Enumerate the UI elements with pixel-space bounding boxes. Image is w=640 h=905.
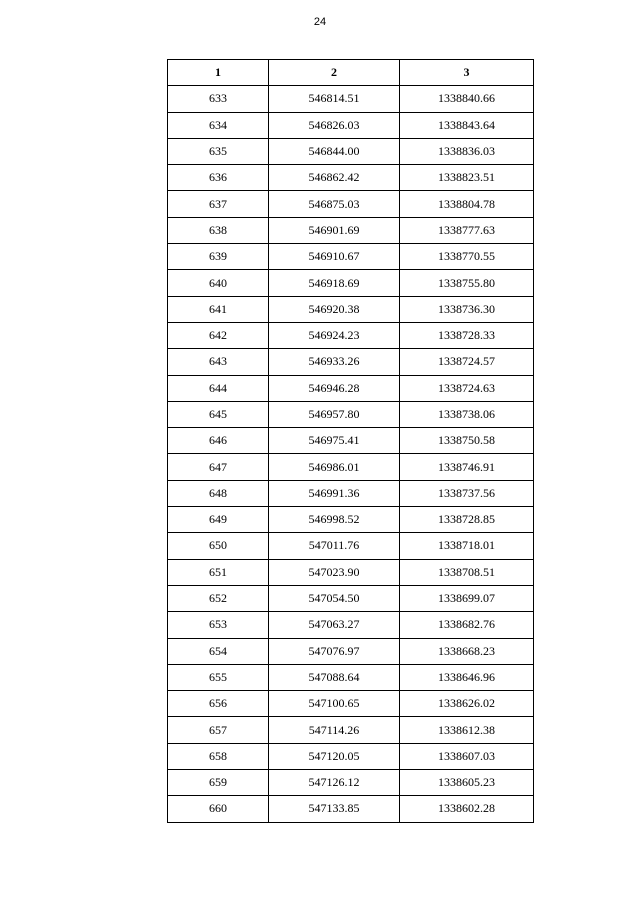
- table-row: [168, 717, 534, 743]
- cell-y-coordinate: 1338843.64: [400, 112, 534, 138]
- cell-y-coordinate: 1338602.28: [400, 796, 534, 822]
- cell-point-number: 658: [168, 743, 269, 769]
- table-row: [168, 664, 534, 690]
- cell-point-number: 651: [168, 559, 269, 585]
- table-row: [168, 191, 534, 217]
- cell-x-coordinate: 546814.51: [269, 86, 400, 112]
- cell-point-number: 636: [168, 165, 269, 191]
- cell-y-coordinate: 1338699.07: [400, 585, 534, 611]
- cell-x-coordinate: 546920.38: [269, 296, 400, 322]
- cell-x-coordinate: 547063.27: [269, 612, 400, 638]
- cell-point-number: 639: [168, 244, 269, 270]
- table-row: [168, 270, 534, 296]
- table-row: [168, 244, 534, 270]
- cell-y-coordinate: 1338755.80: [400, 270, 534, 296]
- cell-point-number: 650: [168, 533, 269, 559]
- cell-y-coordinate: 1338724.57: [400, 349, 534, 375]
- table-header-row: [168, 60, 534, 86]
- cell-y-coordinate: 1338728.85: [400, 507, 534, 533]
- cell-y-coordinate: 1338605.23: [400, 770, 534, 796]
- table-row: [168, 165, 534, 191]
- cell-point-number: 644: [168, 375, 269, 401]
- cell-x-coordinate: 546986.01: [269, 454, 400, 480]
- cell-y-coordinate: 1338750.58: [400, 428, 534, 454]
- table-row: [168, 217, 534, 243]
- cell-x-coordinate: 546910.67: [269, 244, 400, 270]
- table-row: [168, 743, 534, 769]
- table-row: [168, 401, 534, 427]
- cell-x-coordinate: 547023.90: [269, 559, 400, 585]
- cell-point-number: 649: [168, 507, 269, 533]
- table-row: [168, 796, 534, 822]
- table-row: [168, 375, 534, 401]
- table-row: [168, 480, 534, 506]
- cell-x-coordinate: 547088.64: [269, 664, 400, 690]
- cell-y-coordinate: 1338777.63: [400, 217, 534, 243]
- cell-point-number: 659: [168, 770, 269, 796]
- table-row: [168, 559, 534, 585]
- cell-point-number: 646: [168, 428, 269, 454]
- cell-y-coordinate: 1338708.51: [400, 559, 534, 585]
- table-row: [168, 428, 534, 454]
- cell-point-number: 652: [168, 585, 269, 611]
- cell-x-coordinate: 546946.28: [269, 375, 400, 401]
- table-row: [168, 322, 534, 348]
- cell-x-coordinate: 547120.05: [269, 743, 400, 769]
- table-row: [168, 770, 534, 796]
- table-row: [168, 638, 534, 664]
- cell-x-coordinate: 546875.03: [269, 191, 400, 217]
- cell-y-coordinate: 1338836.03: [400, 138, 534, 164]
- column-header-1: 1: [168, 60, 269, 86]
- cell-x-coordinate: 546975.41: [269, 428, 400, 454]
- cell-y-coordinate: 1338823.51: [400, 165, 534, 191]
- table-row: [168, 585, 534, 611]
- cell-y-coordinate: 1338738.06: [400, 401, 534, 427]
- table-row: [168, 533, 534, 559]
- cell-y-coordinate: 1338804.78: [400, 191, 534, 217]
- cell-point-number: 633: [168, 86, 269, 112]
- cell-x-coordinate: 546918.69: [269, 270, 400, 296]
- cell-x-coordinate: 546998.52: [269, 507, 400, 533]
- cell-point-number: 634: [168, 112, 269, 138]
- cell-y-coordinate: 1338682.76: [400, 612, 534, 638]
- cell-x-coordinate: 547100.65: [269, 691, 400, 717]
- page-number: 24: [313, 16, 327, 28]
- cell-y-coordinate: 1338668.23: [400, 638, 534, 664]
- cell-point-number: 656: [168, 691, 269, 717]
- coordinates-table: [167, 59, 534, 823]
- cell-point-number: 653: [168, 612, 269, 638]
- table-row: [168, 138, 534, 164]
- cell-y-coordinate: 1338746.91: [400, 454, 534, 480]
- table-row: [168, 454, 534, 480]
- cell-point-number: 647: [168, 454, 269, 480]
- cell-point-number: 660: [168, 796, 269, 822]
- cell-x-coordinate: 547126.12: [269, 770, 400, 796]
- cell-point-number: 638: [168, 217, 269, 243]
- cell-x-coordinate: 547114.26: [269, 717, 400, 743]
- cell-x-coordinate: 546924.23: [269, 322, 400, 348]
- cell-y-coordinate: 1338724.63: [400, 375, 534, 401]
- table-row: [168, 86, 534, 112]
- cell-y-coordinate: 1338736.30: [400, 296, 534, 322]
- cell-point-number: 657: [168, 717, 269, 743]
- cell-y-coordinate: 1338737.56: [400, 480, 534, 506]
- cell-y-coordinate: 1338728.33: [400, 322, 534, 348]
- cell-point-number: 635: [168, 138, 269, 164]
- table-row: [168, 691, 534, 717]
- cell-y-coordinate: 1338840.66: [400, 86, 534, 112]
- cell-x-coordinate: 546844.00: [269, 138, 400, 164]
- table-row: [168, 112, 534, 138]
- cell-point-number: 648: [168, 480, 269, 506]
- cell-y-coordinate: 1338646.96: [400, 664, 534, 690]
- cell-point-number: 641: [168, 296, 269, 322]
- cell-x-coordinate: 547011.76: [269, 533, 400, 559]
- table-body: [168, 86, 534, 822]
- cell-y-coordinate: 1338607.03: [400, 743, 534, 769]
- cell-y-coordinate: 1338626.02: [400, 691, 534, 717]
- cell-x-coordinate: 546991.36: [269, 480, 400, 506]
- table-row: [168, 612, 534, 638]
- cell-point-number: 643: [168, 349, 269, 375]
- cell-point-number: 637: [168, 191, 269, 217]
- cell-y-coordinate: 1338718.01: [400, 533, 534, 559]
- cell-x-coordinate: 546933.26: [269, 349, 400, 375]
- cell-x-coordinate: 547054.50: [269, 585, 400, 611]
- cell-y-coordinate: 1338612.38: [400, 717, 534, 743]
- table-row: [168, 507, 534, 533]
- table-row: [168, 296, 534, 322]
- cell-x-coordinate: 547133.85: [269, 796, 400, 822]
- cell-y-coordinate: 1338770.55: [400, 244, 534, 270]
- cell-x-coordinate: 546957.80: [269, 401, 400, 427]
- cell-point-number: 640: [168, 270, 269, 296]
- cell-x-coordinate: 546862.42: [269, 165, 400, 191]
- column-header-3: 3: [400, 60, 534, 86]
- cell-point-number: 642: [168, 322, 269, 348]
- cell-point-number: 654: [168, 638, 269, 664]
- cell-point-number: 645: [168, 401, 269, 427]
- cell-x-coordinate: 547076.97: [269, 638, 400, 664]
- table-row: [168, 349, 534, 375]
- cell-x-coordinate: 546901.69: [269, 217, 400, 243]
- cell-point-number: 655: [168, 664, 269, 690]
- column-header-2: 2: [269, 60, 400, 86]
- cell-x-coordinate: 546826.03: [269, 112, 400, 138]
